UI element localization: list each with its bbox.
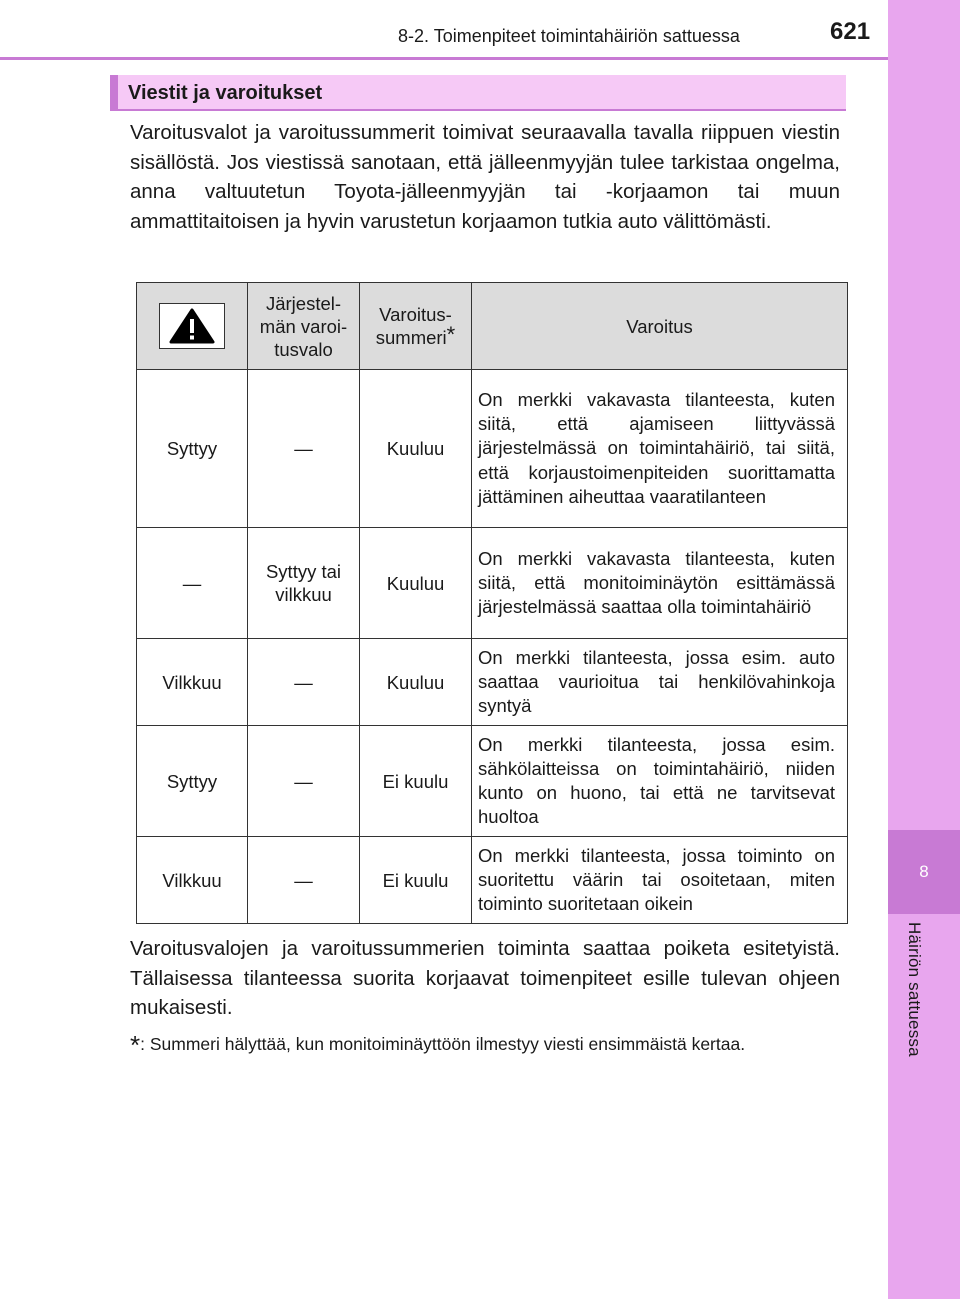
- footnote-mark: *: [446, 322, 456, 347]
- system-light-cell: —: [248, 639, 360, 726]
- indicator-cell: Syttyy: [137, 726, 248, 837]
- header-title: 8-2. Toimenpiteet toimintahäiriön sattuessa: [398, 26, 740, 46]
- table-row: [137, 639, 848, 726]
- header-system-light: Järjestel-män varoi-tusvalo: [248, 283, 360, 370]
- table-row: [137, 837, 848, 924]
- buzzer-cell: Kuuluu: [360, 528, 472, 639]
- warning-triangle-icon: [159, 303, 225, 349]
- outro-paragraph: Varoitusvalojen ja varoitussummerien toiminta saattaa poiketa esitetyistä. Tällaisessa tilanteessa suorita korjaavat toimenpiteet esille tulevan ohjeen mukaisesti.: [130, 937, 840, 1019]
- intro-paragraph: Varoitusvalot ja varoitussummerit toimivat seuraavalla tavalla riippuen viestin sisällöstä. Jos viestissä sanotaan, että jälleenmyyjän tulee tarkistaa ongelma, anna valtuutetun Toyota-jälleenmyyjän tai -korjaamon tai muun ammattitaitoisen ja hyvin varustetun korjaamon tutkia auto välittömästi.: [130, 121, 840, 233]
- indicator-cell: Vilkkuu: [137, 837, 248, 924]
- header-divider: [0, 57, 888, 60]
- section-accent: [110, 75, 118, 111]
- buzzer-cell: Ei kuulu: [360, 726, 472, 837]
- warning-cell: On merkki tilanteesta, jossa toiminto on suoritettu väärin tai osoitetaan, miten toiminto suoritetaan oikein: [472, 837, 848, 924]
- indicator-cell: Syttyy: [137, 370, 248, 528]
- table-row: [137, 528, 848, 639]
- warning-cell: On merkki vakavasta tilanteesta, kuten siitä, että ajamiseen liittyvässä järjestelmässä on toimintahäiriö, tai siitä, että korjaustoimenpiteiden suorittamatta jättäminen aiheuttaa vaaratilanteen: [472, 370, 848, 528]
- indicator-cell: Vilkkuu: [137, 639, 248, 726]
- section-title: Viestit ja varoitukset: [128, 82, 323, 104]
- warning-cell: On merkki tilanteesta, jossa esim. auto saattaa vaurioitua tai henkilövahinkoja syntyä: [472, 639, 848, 726]
- page-number: 621: [830, 18, 871, 45]
- footnote-text: : Summeri hälyttää, kun monitoiminäyttöön ilmestyy viesti ensimmäistä kertaa.: [140, 1034, 746, 1054]
- section-heading-bar: [110, 75, 846, 111]
- system-light-cell: —: [248, 370, 360, 528]
- footnote-star: *: [130, 1030, 141, 1060]
- table-row: [137, 370, 848, 528]
- header-warning: Varoitus: [472, 283, 848, 370]
- system-light-cell: Syttyy tai vilkkuu: [248, 528, 360, 639]
- table-header-row: [137, 283, 848, 370]
- table-row: [137, 726, 848, 837]
- warning-cell: On merkki vakavasta tilanteesta, kuten siitä, että monitoiminäytön esittämässä järjestelmässä saattaa olla toimintahäiriö: [472, 528, 848, 639]
- footnote: [130, 1030, 745, 1061]
- buzzer-cell: Kuuluu: [360, 370, 472, 528]
- buzzer-cell: Ei kuulu: [360, 837, 472, 924]
- chapter-number: 8: [919, 862, 929, 881]
- chapter-side-tab: [888, 0, 960, 1299]
- system-light-cell: —: [248, 726, 360, 837]
- indicator-cell: —: [137, 528, 248, 639]
- header-buzzer: [360, 283, 472, 370]
- header-icon-cell: [137, 283, 248, 370]
- buzzer-cell: Kuuluu: [360, 639, 472, 726]
- system-light-cell: —: [248, 837, 360, 924]
- warning-cell: On merkki tilanteesta, jossa esim. sähkölaitteissa on toimintahäiriö, niiden kunto on huono, tai että ne tarvitsevat huoltoa: [472, 726, 848, 837]
- chapter-label: Häiriön sattuessa: [905, 922, 924, 1057]
- chapter-number-box: [888, 830, 960, 914]
- warning-table: [136, 282, 848, 924]
- header-buzzer-label: Varoitus-summeri: [375, 304, 452, 348]
